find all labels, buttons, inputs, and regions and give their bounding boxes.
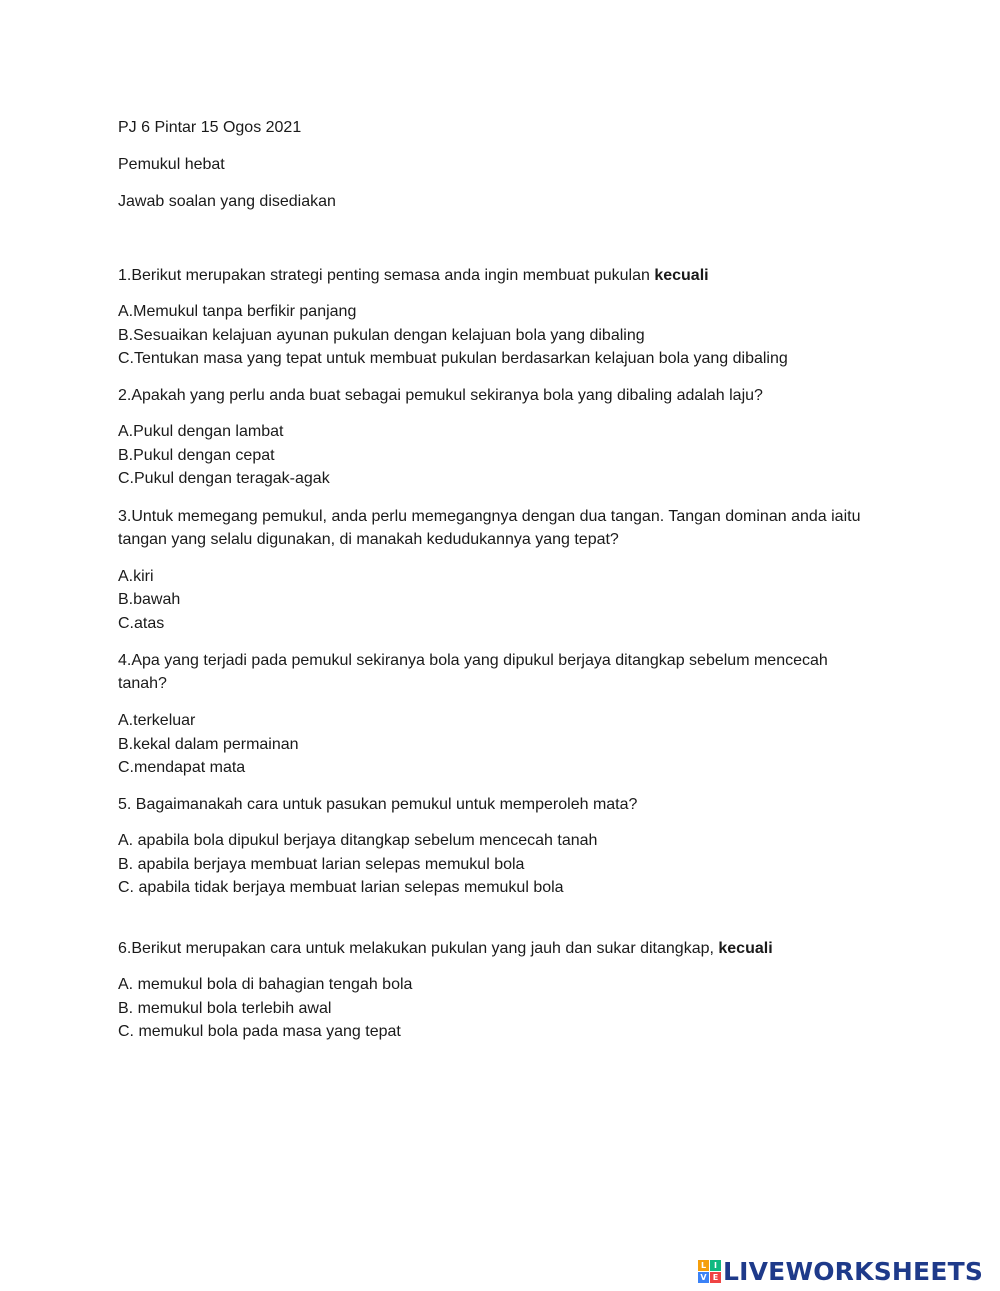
liveworksheets-logo-text: LIVEWORKSHEETS [723,1256,984,1286]
question-6-option-a: A. memukul bola di bahagian tengah bola [118,976,413,993]
question-2-text: 2.Apakah yang perlu anda buat sebagai pemukul sekiranya bola yang dibaling adalah laju? [118,387,763,404]
question-6-emphasis: kecuali [718,940,773,957]
logo-letter-e: E [710,1272,721,1283]
question-1 [118,266,709,286]
question-6-option-b: B. memukul bola terlebih awal [118,1000,332,1017]
question-2-option-c: C.Pukul dengan teragak-agak [118,470,330,487]
logo-letter-v: V [698,1272,709,1283]
question-5-option-c: C. apabila tidak berjaya membuat larian selepas memukul bola [118,879,564,896]
question-1-option-b: B.Sesuaikan kelajuan ayunan pukulan dengan kelajuan bola yang dibaling [118,327,645,344]
question-6-option-c: C. memukul bola pada masa yang tepat [118,1023,401,1040]
liveworksheets-logo-mark [698,1260,721,1283]
question-1-text: 1.Berikut merupakan strategi penting semasa anda ingin membuat pukulan [118,267,655,284]
question-4-option-a: A.terkeluar [118,712,196,729]
question-1-option-c: C.Tentukan masa yang tepat untuk membuat pukulan berdasarkan kelajuan bola yang dibaling [118,350,788,367]
question-5-option-a: A. apabila bola dipukul berjaya ditangkap sebelum mencecah tanah [118,832,598,849]
question-3-option-a: A.kiri [118,568,154,585]
question-2-option-b: B.Pukul dengan cepat [118,447,275,464]
question-2-option-a: A.Pukul dengan lambat [118,423,284,440]
question-3-text-line-2: tangan yang selalu digunakan, di manakah kedudukannya yang tepat? [118,531,619,548]
question-4-text-line-2: tanah? [118,675,167,692]
question-3-option-b: B.bawah [118,591,181,608]
question-4-option-b: B.kekal dalam permainan [118,736,299,753]
worksheet-title: PJ 6 Pintar 15 Ogos 2021 [118,119,302,136]
question-6 [118,939,773,959]
question-1-emphasis: kecuali [654,267,709,284]
worksheet-instruction: Jawab soalan yang disediakan [118,193,336,210]
liveworksheets-logo [698,1256,983,1286]
logo-letter-l: L [698,1260,709,1271]
question-4-option-c: C.mendapat mata [118,759,246,776]
question-6-text: 6.Berikut merupakan cara untuk melakukan pukulan yang jauh dan sukar ditangkap, [118,940,719,957]
question-5-text: 5. Bagaimanakah cara untuk pasukan pemukul untuk memperoleh mata? [118,796,638,813]
question-4-text-line-1: 4.Apa yang terjadi pada pemukul sekiranya bola yang dipukul berjaya ditangkap sebelum mencecah [118,652,828,669]
question-5-option-b: B. apabila berjaya membuat larian selepas memukul bola [118,856,525,873]
worksheet-subtitle: Pemukul hebat [118,156,225,173]
logo-letter-i: I [710,1260,721,1271]
question-3-option-c: C.atas [118,615,165,632]
question-3-text-line-1: 3.Untuk memegang pemukul, anda perlu memegangnya dengan dua tangan. Tangan dominan anda iaitu [118,508,861,525]
question-1-option-a: A.Memukul tanpa berfikir panjang [118,303,357,320]
